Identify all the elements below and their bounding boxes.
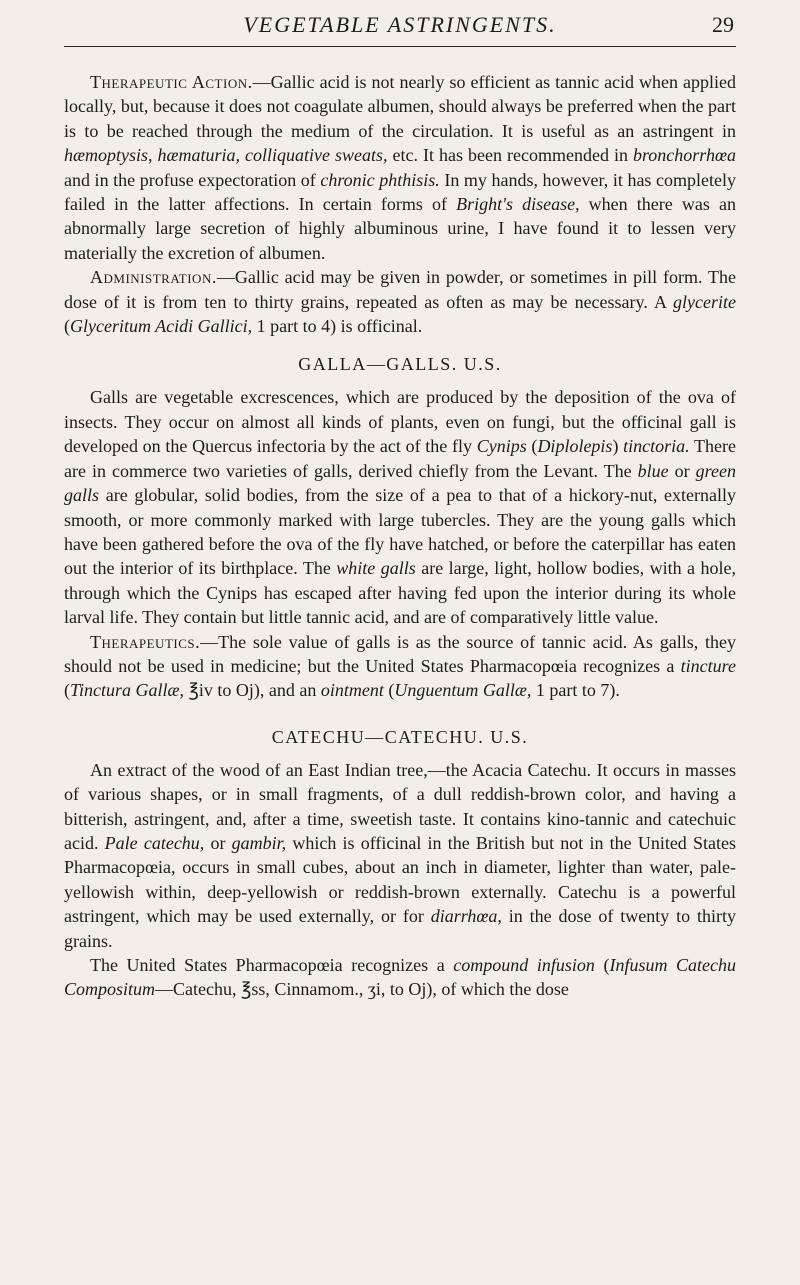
text-run: There are in commerce two varieties of galls, derived chiefly from the Levant. The (64, 436, 737, 481)
text-run: or (204, 832, 232, 853)
italic-run: gambir, (231, 832, 287, 853)
gallic-therapeutic-paragraph (64, 70, 736, 265)
text-run: An extract of the wood of an East Indian tree,—the Acacia Catechu. It occurs in masses of various shapes, or in small fragments, of a dull reddish-brown color, and having a bitterish, astringent, and, after a time, sweetish taste. It contains kino-tannic and catechuic acid. (64, 759, 736, 853)
galla-description-paragraph (64, 385, 736, 629)
italic-run: bronchorrhœa (632, 145, 736, 166)
text-run: ℥iv to Oj), and an (184, 680, 321, 701)
text-run: Galls are vegetable excrescences, which are produced by the deposition of the ova of insects. They occur on almost all kinds of plants, even on fungi, but the officinal gall is developed on the Quercus infectoria by the act of the fly (64, 387, 736, 457)
text-run: —Gallic acid may be given in powder, or sometimes in pill form. The dose of it is from ten to thirty grains, repeated as often as may be necessary. A (64, 267, 736, 312)
italic-run: tinctoria. (623, 436, 690, 457)
page-body (64, 70, 736, 1002)
text-run: when there was an abnormally large secretion of highly albuminous urine, I have found it to lessen very materially the excretion of albumen. (64, 194, 736, 263)
text-run: etc. It has been recommended in (387, 145, 633, 166)
administration-heading: Administration. (90, 267, 217, 288)
text-run: which is officinal in the British but not in the United States Pharmacopœia, occurs in small cubes, about an inch in diameter, lighter than water, pale-yellowish within, deep-yellowish or reddish-brown externally. Catechu is a powerful astringent, which may be used externally, or for (64, 832, 736, 927)
text-run: ( (383, 680, 395, 701)
text-run: ) (612, 436, 624, 457)
therapeutics-heading: Therapeutics. (90, 631, 201, 652)
section-gap (64, 703, 736, 711)
text-run: 1 part to 4) is officinal. (252, 316, 423, 337)
text-run: In my hands, however, it has completely failed in the latter affections. In certain forms of (64, 169, 736, 215)
page-header (64, 6, 736, 46)
italic-run: Bright's disease, (456, 194, 580, 215)
italic-run: white galls (336, 558, 416, 579)
italic-run: glycerite (673, 291, 736, 312)
text-run: 1 part to 7). (531, 680, 620, 701)
italic-run: tincture (680, 655, 736, 676)
text-run: are large, light, hollow bodies, with a hole, through which the Cynips has escaped after having fed upon the interior during its whole larval life. They contain but little tannic acid, and are of comparatively little value. (64, 558, 736, 628)
italic-run: green galls (64, 460, 736, 506)
italic-run: ointment (320, 680, 384, 701)
italic-run: compound infusion (453, 955, 595, 975)
italic-run: Pale catechu, (104, 832, 205, 853)
therapeutic-action-heading: Therapeutic Action. (90, 72, 253, 92)
text-run: ( (64, 680, 70, 701)
text-run: ( (64, 316, 70, 337)
gallic-administration-paragraph (64, 265, 736, 338)
italic-run: Unguentum Gallæ, (394, 680, 532, 701)
italic-run: Glyceritum Acidi Gallici, (70, 316, 253, 337)
text-run: or (668, 460, 696, 481)
text-run: and in the profuse expectoration of (64, 169, 321, 190)
italic-run: chronic phthisis. (320, 169, 440, 190)
text-run: ( (526, 436, 538, 457)
italic-run: Tinctura Gallæ, (70, 680, 185, 701)
text-run: —Gallic acid is not nearly so efficient as tannic acid when applied locally, but, because it does not coagulate albumen, should always be preferred when the part is to be reached through the medium of the circulation. It is useful as an astringent in (64, 72, 736, 141)
text-run: in the dose of twenty to thirty grains. (64, 906, 737, 951)
italic-run: Diplolepis (537, 436, 613, 457)
text-run: —The sole value of galls is as the source of tannic acid. As galls, they should not be used in medicine; but the United States Pharmacopœia recognizes a (64, 631, 736, 676)
italic-run: Infusum Catechu Compositum (64, 955, 737, 1000)
galla-section-heading: GALLA—GALLS. U.S. (298, 354, 502, 375)
galla-therapeutics-paragraph (64, 630, 736, 703)
italic-run: hæmoptysis, hæmaturia, colliquative sweats, (64, 145, 388, 166)
running-title: VEGETABLE ASTRINGENTS. (243, 12, 557, 37)
italic-run: blue (637, 460, 669, 481)
text-run: The United States Pharmacopœia recognizes a (90, 955, 454, 975)
header-rule (64, 46, 736, 47)
italic-run: Cynips (476, 436, 527, 457)
text-run: ( (594, 955, 610, 975)
page-number: 29 (712, 12, 734, 37)
italic-run: diarrhœa, (430, 906, 502, 927)
text-run: are globular, solid bodies, from the size of a pea to that of a hickory-nut, externally smooth, or more commonly marked with large tubercles. They are the young galls which have been gathered before the ova of the fly have hatched, or before the caterpillar has eaten out the interior of its birthplace. The (64, 485, 736, 579)
catechu-description-paragraph (64, 758, 736, 953)
catechu-preparation-paragraph (64, 953, 736, 1002)
catechu-section-heading: CATECHU—CATECHU. U.S. (271, 726, 529, 747)
text-run: —Catechu, ℥ss, Cinnamom., ʒi, to Oj), of which the dose (155, 979, 569, 1000)
